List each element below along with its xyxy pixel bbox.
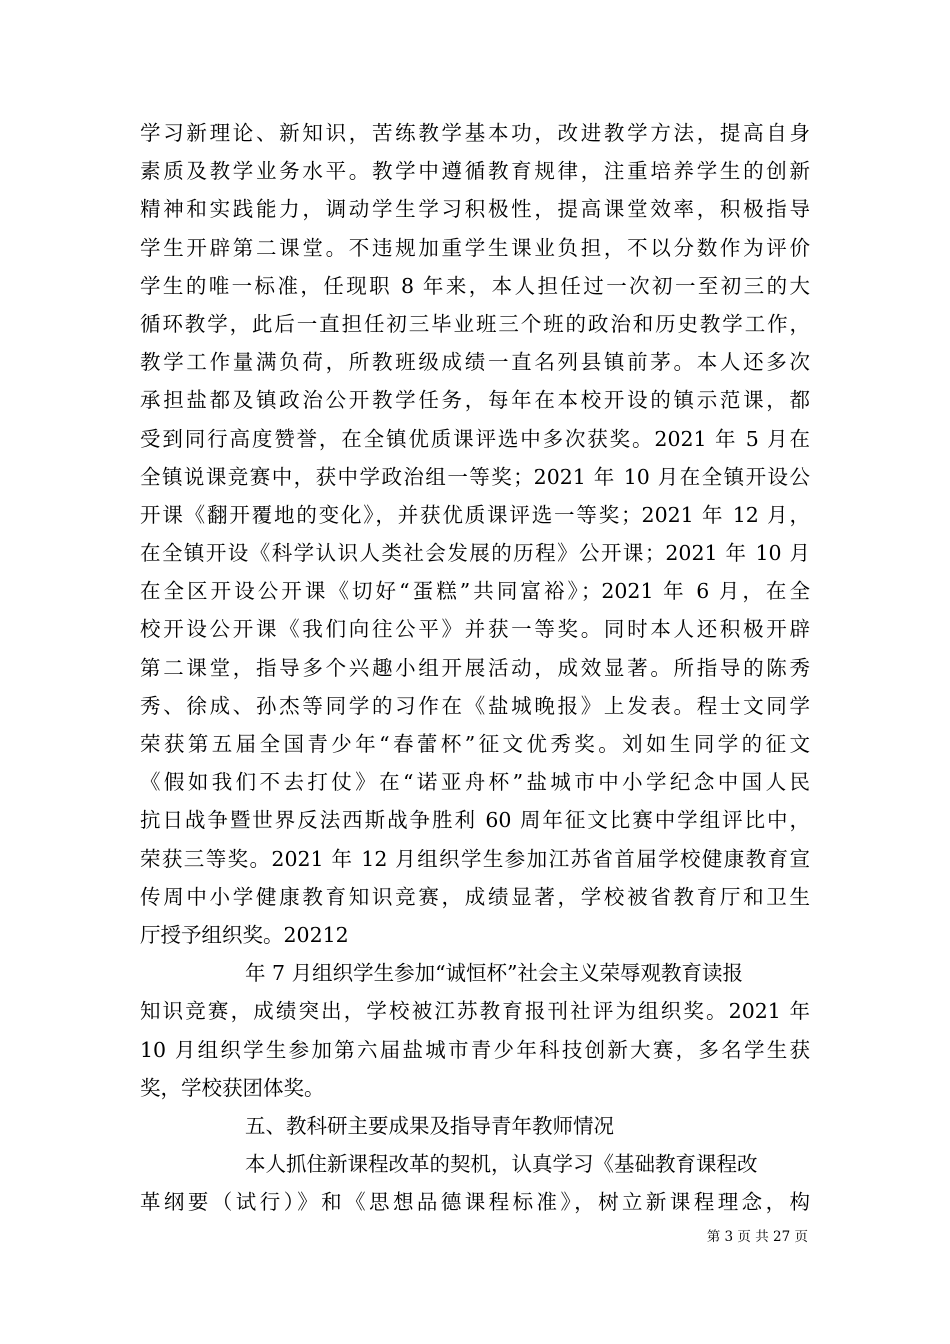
text-line: 精神和实践能力，调动学生学习积极性，提高课堂效率，积极指导: [140, 197, 810, 222]
text-line: 五、教科研主要成果及指导青年教师情况: [245, 1113, 614, 1138]
text-line: 奖，学校获团体奖。: [140, 1075, 325, 1100]
text-line: 本人抓住新课程改革的契机，认真学习《基础教育课程改: [245, 1152, 758, 1177]
text-line: 循环教学，此后一直担任初三毕业班三个班的政治和历史教学工作，: [140, 311, 810, 336]
text-line: 抗日战争暨世界反法西斯战争胜利 60 周年征文比赛中学组评比中，: [140, 808, 810, 833]
text-line: 荣获第五届全国青少年“春蕾杯”征文优秀奖。刘如生同学的征文: [140, 732, 810, 756]
text-line: 学生开辟第二课堂。不违规加重学生课业负担，不以分数作为评价: [140, 235, 810, 260]
body-text: [140, 114, 810, 1221]
text-line: 教学工作量满负荷，所教班级成绩一直名列县镇前茅。本人还多次: [140, 350, 810, 375]
text-line: 10 月组织学生参加第六届盐城市青少年科技创新大赛，多名学生获: [140, 1037, 810, 1062]
text-line: 学习新理论、新知识，苦练教学基本功，改进教学方法，提高自身: [140, 121, 810, 145]
page-number: 第 3 页 共 27 页: [706, 1229, 808, 1245]
text-line: 在全区开设公开课《切好“蛋糕”共同富裕》；2021 年 6 月，在全: [140, 579, 810, 604]
text-line: 在全镇开设《科学认识人类社会发展的历程》公开课；2021 年 10 月: [140, 541, 810, 566]
text-line: 年 7 月组织学生参加“诚恒杯”社会主义荣辱观教育读报: [245, 961, 744, 986]
text-line: 受到同行高度赞誉，在全镇优质课评选中多次获奖。2021 年 5 月在: [140, 426, 810, 451]
text-line: 秀、徐成、孙杰等同学的习作在《盐城晚报》上发表。程士文同学: [140, 693, 810, 718]
text-line: 革纲要（试行）》和《思想品德课程标准》，树立新课程理念，构: [140, 1190, 810, 1215]
text-line: 承担盐都及镇政治公开教学任务，每年在本校开设的镇示范课，都: [140, 388, 810, 413]
text-line: 传周中小学健康教育知识竞赛，成绩显著，学校被省教育厅和卫生: [140, 884, 810, 909]
text-line: 学生的唯一标准，任现职 8 年来，本人担任过一次初一至初三的大: [140, 273, 810, 298]
text-line: 校开设公开课《我们向往公平》并获一等奖。同时本人还积极开辟: [140, 617, 810, 642]
text-line: 《假如我们不去打仗》在“诺亚舟杯”盐城市中小学纪念中国人民: [140, 770, 810, 795]
text-line: 素质及教学业务水平。教学中遵循教育规律，注重培养学生的创新: [140, 159, 810, 184]
text-line: 知识竞赛，成绩突出，学校被江苏教育报刊社评为组织奖。2021 年: [140, 999, 810, 1024]
text-line: 荣获三等奖。2021 年 12 月组织学生参加江苏省首届学校健康教育宣: [140, 846, 810, 871]
text-line: 开课《翻开覆地的变化》，并获优质课评选一等奖；2021 年 12 月，: [140, 502, 810, 527]
text-line: 全镇说课竞赛中，获中学政治组一等奖；2021 年 10 月在全镇开设公: [140, 464, 810, 489]
text-line: 厅授予组织奖。20212: [140, 922, 349, 947]
text-line: 第二课堂，指导多个兴趣小组开展活动，成效显著。所指导的陈秀: [140, 655, 810, 680]
